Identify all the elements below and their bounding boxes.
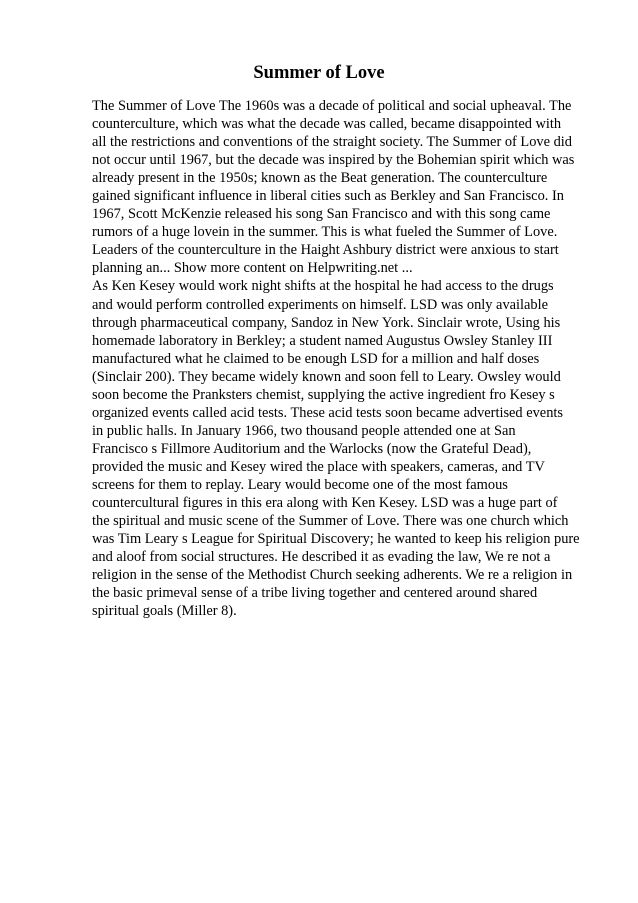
text-line: through pharmaceutical company, Sandoz in New York. Sinclair wrote, Using his xyxy=(92,314,561,331)
text-line: The Summer of Love The 1960s was a decade of political and social upheaval. The xyxy=(92,98,572,114)
text-line: organized events called acid tests. These acid tests soon became advertised events xyxy=(92,404,563,421)
text-line: already present in the 1950s; known as the Beat generation. The counterculture xyxy=(92,170,548,187)
document-title: Summer of Love xyxy=(253,63,385,83)
text-line: all the restrictions and conventions of the straight society. The Summer of Love did xyxy=(92,134,572,151)
text-line: planning an... Show more content on Helpwriting.net ... xyxy=(92,260,413,277)
paragraph-1 xyxy=(92,97,582,277)
text-line: the basic primeval sense of a tribe living together and centered around shared xyxy=(92,585,538,602)
text-line: rumors of a huge lovein in the summer. This is what fueled the Summer of Love. xyxy=(92,224,558,241)
text-line: and aloof from social structures. He described it as evading the law, We re not a xyxy=(92,549,551,566)
text-line: religion in the sense of the Methodist Church seeking adherents. We re a religion in xyxy=(92,567,573,584)
text-line: Francisco s Fillmore Auditorium and the Warlocks (now the Grateful Dead), xyxy=(92,440,532,457)
text-line: screens for them to replay. Leary would become one of the most famous xyxy=(92,476,508,493)
text-line: soon become the Pranksters chemist, supplying the active ingredient fro Kesey s xyxy=(92,386,555,403)
text-line: spiritual goals (Miller 8). xyxy=(92,603,237,620)
text-line: the spiritual and music scene of the Summer of Love. There was one church which xyxy=(92,513,569,530)
text-line: and would perform controlled experiments on himself. LSD was only available xyxy=(92,296,548,313)
text-line: countercultural figures in this era along with Ken Kesey. LSD was a huge part of xyxy=(92,495,558,512)
text-line: in public halls. In January 1966, two thousand people attended one at San xyxy=(92,422,516,439)
text-line: gained significant influence in liberal cities such as Berkley and San Francisco. In xyxy=(92,188,564,205)
text-line: counterculture, which was what the decade was called, became disappointed with xyxy=(92,116,562,133)
document-body xyxy=(92,97,582,620)
text-line: homemade laboratory in Berkley; a student named Augustus Owsley Stanley III xyxy=(92,332,553,349)
text-line: Leaders of the counterculture in the Haight Ashbury district were anxious to start xyxy=(92,242,559,259)
text-line: was Tim Leary s League for Spiritual Discovery; he wanted to keep his religion pure xyxy=(92,531,580,548)
text-line: provided the music and Kesey wired the place with speakers, cameras, and TV xyxy=(92,458,545,475)
text-line: 1967, Scott McKenzie released his song San Francisco and with this song came xyxy=(92,206,551,223)
text-line: not occur until 1967, but the decade was inspired by the Bohemian spirit which was xyxy=(92,152,575,169)
paragraph-2 xyxy=(92,277,582,620)
text-line: As Ken Kesey would work night shifts at the hospital he had access to the drugs xyxy=(92,278,554,295)
text-line: manufactured what he claimed to be enough LSD for a million and half doses xyxy=(92,350,540,367)
text-line: (Sinclair 200). They became widely known and soon fell to Leary. Owsley would xyxy=(92,368,561,385)
